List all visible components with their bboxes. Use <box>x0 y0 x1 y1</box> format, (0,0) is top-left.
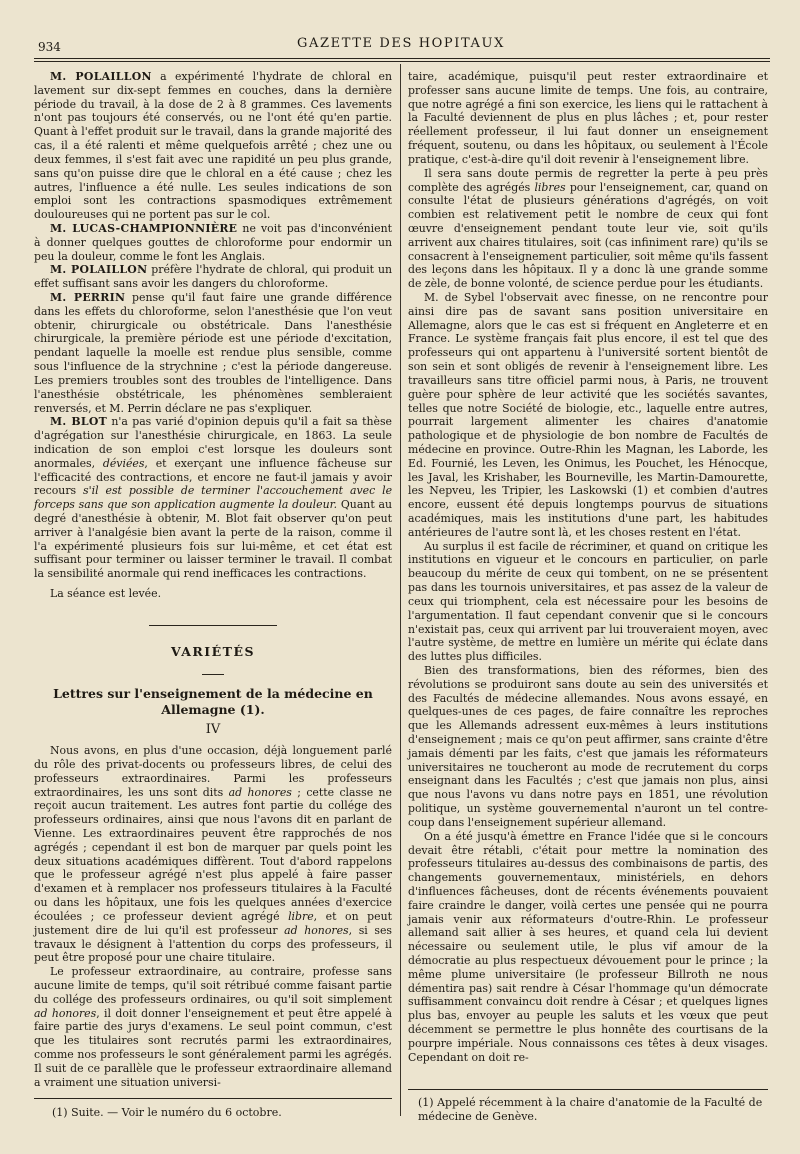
article-paragraph-2: Le professeur extraordinaire, au contraire, professe sans aucune limite de temps, qu'il soit rétribué comme faisant partie du collége des professeurs ordinaires, ou qu'il soit simplement ad honores, il doit donner l'enseignement et peut être appelé à faire partie des jurys d'examens. Le seul point commun, c'est que les titulaires sont recrutés parmi les extraordinaires, comme nos professeurs le sont généralement parmi les agrégés. Il suit de ce parallèle que le professeur extraordinaire allemand a vraiment une situation universi- <box>34 965 392 1089</box>
footnote-rule-left <box>34 1098 392 1099</box>
session-closing: La séance est levée. <box>50 587 162 601</box>
footnote-rule-right <box>408 1089 768 1090</box>
footnote-right: (1) Appelé récemment à la chaire d'anatomie de la Faculté de médecine de Genève. <box>418 1096 763 1123</box>
article-paragraph-8: On a été jusqu'à émettre en France l'idée que si le concours devait être rétabli, c'était pour mettre la nomination des professeurs titulaires au-dessus des combinaisons de partis, des changements gouvernementaux, ministériels, en dehors d'influences fâcheuses, dont de récents événements pouvaient faire craindre le danger, voilà certes une pensée qui ne pourra jamais venir aux réformateurs d'outre-Rhin. Le professeur allemand sait allier à ses heures, et quand cela lui devient nécessaire ou seulement utile, le plus vif amour de la démocratie au plus respectueux dévouement pour le prince ; la même plume universitaire (le professeur Billroth ne nous démentira pas) sait rendre à César l'hommage qu'un démocrate suffisamment convaincu doit rendre à César ; et quelques lignes plus bas, envoyer au peuple les saluts et les vœux que peut décemment se permettre le plus honnête des courtisans de la pourpre impériale. Nous connaissons ces têtes à deux visages. Cependant on doit re- <box>408 829 768 1064</box>
footnote-left: (1) Suite. — Voir le numéro du 6 octobre. <box>52 1106 282 1119</box>
paragraph-blot: M. BLOT n'a pas varié d'opinion depuis qu'il a fait sa thèse d'agrégation sur l'anesthésie chirurgicale, en 1863. La seule indication de son emploi c'est lorsque les douleurs sont anormales, déviées, et exerçant une influence fâcheuse sur l'efficacité des contractions, et encore ne faut-il jamais y avoir recours s'il est possible de terminer l'accouchement avec le forceps sans que son application augmente la douleur. Quant au degré d'anesthésie à obtenir, M. Blot fait observer qu'on peut arriver à l'analgésie bien avant la perte de la raison, comme il l'a expérimenté plusieurs fois sur lui-même, et cet état est suffisant pour terminer ou laisser terminer le travail. Il combat la sensibilité anormale qui rend inefficaces les contractions. <box>34 415 393 581</box>
speaker-name: M. BLOT <box>50 415 108 429</box>
article-paragraph-6: Au surplus il est facile de récriminer, et quand on critique les institutions en vigueur et le concours en particulier, on parle beaucoup du mérite de ceux qui tombent, on ne se présentent pas dans les tournois universitaires, et pas assez de la valeur de ceux qui triomphent, cela est nécessaire pour les besoins de l'argumentation. Il faut cependant convenir que si le concours n'existait pas, ceux qui arrivent par lui trouveraient moyen, avec l'autre système, de mettre en lumière un mérite qui éclate dans des luttes plus difficiles. <box>408 539 768 664</box>
column-divider <box>400 64 401 1116</box>
title-dash <box>34 665 392 679</box>
speaker-name: M. PERRIN <box>50 291 126 304</box>
paragraph-polaillon-2: M. POLAILLON préfère l'hydrate de chloral, qui produit un effet suffisant sans avoir les dangers du chloroforme. <box>34 263 392 291</box>
speaker-name: M. LUCAS-CHAMPIONNIÈRE <box>50 221 238 235</box>
page-number: 934 <box>38 40 61 54</box>
page-header <box>34 34 768 56</box>
paragraph-lucas-championniere: M. LUCAS-CHAMPIONNIÈRE ne voit pas d'inconvénient à donner quelques gouttes de chloroforme pour endormir un peu la douleur, comme le font les Anglais. <box>34 221 392 263</box>
article-title: Lettres sur l'enseignement de la médecine en Allemagne (1). <box>53 686 373 718</box>
newspaper-title: GAZETTE DES HOPITAUX <box>297 36 505 51</box>
paragraph-perrin: M. PERRIN pense qu'il faut faire une grande différence dans les effets du chloroforme, selon l'anesthésie que l'on veut obtenir, chirurgicale ou obstétricale. Dans l'anesthésie chirurgicale, la première période est une période d'excitation, pendant laquelle la moelle est rendue plus sensible, comme sous l'influence de la strychnine ; c'est la période dangereuse. Les premiers troubles sont des troubles de l'intelligence. Dans l'anesthésie obstétricale, les phénomènes sembleraient renversés, et M. Perrin déclare ne pas s'expliquer. <box>34 291 392 415</box>
article-part-number: IV <box>205 722 221 738</box>
article-paragraph-1: Nous avons, en plus d'une occasion, déjà longuement parlé du rôle des privat-docents ou professeurs libres, de celui des professeurs extraordinaires. Parmi les professeurs extraordinaires, les uns sont dits ad honores ; cette classe ne reçoit aucun traitement. Les autres font partie du collége des professeurs ordinaires, ainsi que nous l'avons dit en parlant de Vienne. Les extraordinaires peuvent être rapprochés de nos agrégés ; cependant il est bon de marquer par quels point les deux situations académiques diffèrent. Tout d'abord rappelons que le professeur agrégé n'est plus appelé à faire passer d'examen et à remplacer nos professeurs titulaires à la Faculté ou dans les hôpitaux, une fois les quelques années d'exercice écoulées ; ce professeur devient agrégé libre, et on peut justement dire de lui qu'il est professeur ad honores, si ses travaux le désignent à l'attention du corps des professeurs, il peut être proposé pour une chaire titulaire. <box>34 744 393 965</box>
section-separator <box>34 619 392 633</box>
paragraph-polaillon-1: M. POLAILLON a expérimenté l'hydrate de chloral en lavement sur dix-sept femmes en couches, dans la dernière période du travail, à la dose de 2 à 8 grammes. Ces lavements n'ont pas toujours été conservés, ou ne l'ont été qu'en partie. Quant à l'effet produit sur le travail, dans la grande majorité des cas, il a été ralenti et même quelquefois arrêté ; chez une ou deux femmes, il s'est fait avec une rapidité un peu plus grande, sans qu'on puisse dire que le chloral en a été cause ; chez les autres, l'influence a été nulle. Les seules indications de son emploi sont les contractions spasmodiques extrêmement douloureuses qui ne portent pas sur le col. <box>34 70 392 222</box>
section-title: VARIÉTÉS <box>170 643 256 659</box>
header-rule-bottom <box>34 61 770 62</box>
speaker-name: M. POLAILLON <box>50 263 148 277</box>
left-column <box>34 70 392 1089</box>
right-column <box>408 70 768 1065</box>
header-rule-top <box>34 58 770 59</box>
speaker-name: M. POLAILLON <box>50 70 152 83</box>
article-paragraph-3: taire, académique, puisqu'il peut rester extraordinaire et professer sans aucune limite de temps. Une fois, au contraire, que notre agrégé a fini son exercice, les liens qui le rattachent à la Faculté deviennent de plus en plus lâches ; et, pour rester réellement professeur, il lui faut donner un enseignement fréquent, soutenu, ou dans les hôpitaux, ou seulement à l'École pratique, c'est-à-dire qu'il doit revenir à l'enseignement libre. <box>408 70 768 166</box>
article-paragraph-7: Bien des transformations, bien des réformes, bien des révolutions se produiront sans doute au sein des universités et des Facultés de médecine allemandes. Nous avons essayé, en quelques-unes de ces pages, de faire connaître les reproches que les Allemands adressent eux-mêmes à leurs institutions d'enseignement ; mais ce qu'on peut affirmer, sans crainte d'être jamais démenti par les faits, c'est que jamais les réformateurs universitaires ne toucheront au mode de recrutement du corps enseignant dans les Facultés ; c'est que jamais non plus, ainsi que nous l'avons vu dans notre pays en 1851, une révolution politique, un système gouvernemental n'auront un tel contre-coup dans l'enseignement supérieur allemand. <box>408 663 768 829</box>
article-paragraph-4: Il sera sans doute permis de regretter la perte à peu près complète des agrégés libres pour l'enseignement, car, quand on consulte l'état de plusieurs générations d'agrégés, on voit combien est relativement petit le nombre de ceux qui font œuvre d'enseignement pendant toute leur vie, soit qu'ils arrivent aux chaires titulaires, soit (cas infiniment rare) qu'ils se consacrent à l'enseignement particulier, soit même qu'ils fassent des leçons dans les hôpitaux. Il y a donc là une grande somme de zèle, de bonne volonté, de science perdue pour les étudiants. <box>408 166 768 291</box>
article-paragraph-5: M. de Sybel l'observait avec finesse, on ne rencontre pour ainsi dire pas de savant sans position universitaire en Allemagne, alors que le cas est si fréquent en Angleterre et en France. Le système français fait plus encore, il est tel que des professeurs qui ont appartenu à l'université sortent bientôt de son sein et sont obligés de revenir à l'enseignement libre. Les travailleurs sans titre officiel parmi nous, à Paris, ne trouvent guère pour sphère de leur activité que les sociétés savantes, telles que notre Société de biologie, etc., laquelle entre autres, pourrait largement alimenter les chaires d'anatomie pathologique et de physiologie de bon nombre de Facultés de médecine en province. Outre-Rhin les Magnan, les Laborde, les Ed. Fournié, les Leven, les Onimus, les Pouchet, les Hénocque, les Javal, les Krishaber, les Bourneville, les Martin-Damourette, les Nepveu, les Tripier, les Laskowski (1) et combien d'autres encore, eussent été depuis longtemps pourvus de situations académiques, mais les institutions d'une part, les habitudes antérieures de l'autre sont là, et les choses restent en l'état. <box>408 291 768 539</box>
